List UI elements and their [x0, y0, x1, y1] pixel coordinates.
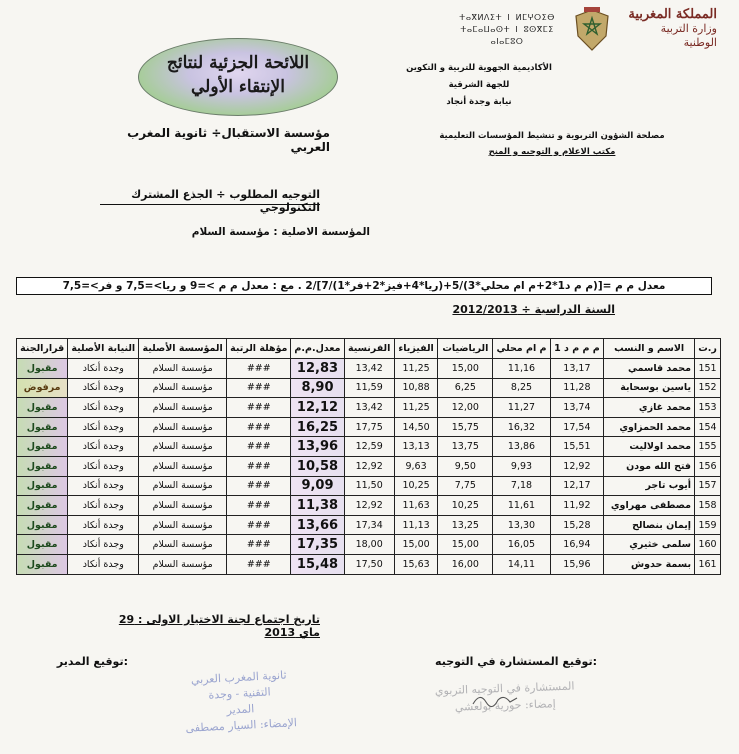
score-m1: 13,74 — [550, 398, 604, 418]
col-header: م م م د 1 — [550, 339, 604, 359]
student-name: ياسين بوسحابة — [604, 378, 695, 398]
student-name: محمد غازي — [604, 398, 695, 418]
score-french: 17,50 — [344, 554, 394, 574]
score-math: 7,75 — [438, 476, 493, 496]
col-header: الاسم و النسب — [604, 339, 695, 359]
score-m1: 15,96 — [550, 554, 604, 574]
rank-cell: ### — [227, 437, 291, 457]
score-m1: 11,28 — [550, 378, 604, 398]
row-number: 159 — [695, 515, 721, 535]
average-score: 10,58 — [291, 456, 344, 476]
origin-institution-cell: مؤسسة السلام — [139, 437, 227, 457]
origin-institution-cell: مؤسسة السلام — [139, 515, 227, 535]
student-name: أيوب تاجر — [604, 476, 695, 496]
score-local: 13,30 — [493, 515, 550, 535]
delegation-cell: وجدة أنكاد — [68, 535, 139, 555]
rank-cell: ### — [227, 496, 291, 516]
stamp-line: إمضاء: حورية بولعشي — [454, 697, 556, 714]
score-m1: 17,54 — [550, 417, 604, 437]
table-row — [17, 378, 721, 398]
col-header: قرارالجنة — [17, 339, 68, 359]
service-block — [387, 128, 717, 160]
decision-badge: مقبول — [17, 359, 68, 379]
delegation-cell: وجدة أنكاد — [68, 456, 139, 476]
requested-orientation: التوجيه المطلوب ÷ الجذع المشترك التكنولوجي — [131, 188, 320, 214]
rank-cell: ### — [227, 456, 291, 476]
receiving-institution: مؤسسة الاستقبال÷ ثانوية المغرب العربي — [127, 126, 330, 154]
average-score: 17,35 — [291, 535, 344, 555]
amazigh-line: ⵜⴰⴳⵍⴷⵉⵜ ⵏ ⵍⵎⵖⵔⵉⴱ — [459, 13, 555, 22]
col-header: ر.ت — [695, 339, 721, 359]
row-number: 157 — [695, 476, 721, 496]
origin-institution: المؤسسة الاصلية : مؤسسة السلام — [191, 226, 370, 238]
average-score: 15,48 — [291, 554, 344, 574]
average-score: 16,25 — [291, 417, 344, 437]
score-math: 12,00 — [438, 398, 493, 418]
stamp-line: المدير — [226, 702, 255, 717]
score-physics: 15,63 — [394, 554, 438, 574]
score-physics: 11,63 — [394, 496, 438, 516]
table-row — [17, 417, 721, 437]
score-french: 17,34 — [344, 515, 394, 535]
score-math: 13,25 — [438, 515, 493, 535]
delegation-cell: وجدة أنكاد — [68, 417, 139, 437]
score-local: 7,18 — [493, 476, 550, 496]
title-line: اللائحة الجزئية لنتائج — [166, 53, 310, 73]
table-header-row — [17, 339, 721, 359]
title-oval — [138, 38, 338, 116]
table-row — [17, 476, 721, 496]
score-physics: 15,00 — [394, 535, 438, 555]
average-score: 13,66 — [291, 515, 344, 535]
divider — [100, 204, 320, 205]
average-score: 9,09 — [291, 476, 344, 496]
score-math: 10,25 — [438, 496, 493, 516]
col-header: معدل.م.م — [291, 339, 344, 359]
score-m1: 12,17 — [550, 476, 604, 496]
table-row — [17, 359, 721, 379]
stamp-line: المستشارة في التوجيه التربوي — [434, 679, 575, 698]
col-header: المؤسسة الأصلية — [139, 339, 227, 359]
decision-badge: مقبول — [17, 554, 68, 574]
score-french: 12,92 — [344, 456, 394, 476]
score-physics: 11,25 — [394, 359, 438, 379]
ministry-line: وزارة التربية الوطنية — [660, 22, 717, 49]
service-line: مكتب الاعلام و التوجيه و المنح — [488, 147, 616, 157]
table-row — [17, 437, 721, 457]
score-local: 11,61 — [493, 496, 550, 516]
row-number: 158 — [695, 496, 721, 516]
row-number: 156 — [695, 456, 721, 476]
table-row — [17, 398, 721, 418]
crest-icon — [570, 6, 614, 52]
score-local: 16,32 — [493, 417, 550, 437]
origin-institution-cell: مؤسسة السلام — [139, 456, 227, 476]
academy-block — [359, 60, 599, 111]
score-local: 11,16 — [493, 359, 550, 379]
score-math: 15,00 — [438, 535, 493, 555]
origin-institution-cell: مؤسسة السلام — [139, 359, 227, 379]
delegation-cell: وجدة أنكاد — [68, 437, 139, 457]
student-name: بسمة حدوش — [604, 554, 695, 574]
delegation-cell: وجدة أنكاد — [68, 398, 139, 418]
rank-cell: ### — [227, 554, 291, 574]
stamp-line: ثانوية المغرب العربي — [190, 668, 287, 687]
origin-institution-cell: مؤسسة السلام — [139, 398, 227, 418]
col-header: الرياضيات — [438, 339, 493, 359]
row-number: 152 — [695, 378, 721, 398]
score-physics: 10,88 — [394, 378, 438, 398]
score-math: 9,50 — [438, 456, 493, 476]
decision-badge: مقبول — [17, 437, 68, 457]
signature-scribble — [470, 690, 520, 710]
score-physics: 10,25 — [394, 476, 438, 496]
decision-badge: مقبول — [17, 515, 68, 535]
kingdom-header — [627, 8, 717, 50]
rank-cell: ### — [227, 417, 291, 437]
col-header: النيابة الأصلية — [68, 339, 139, 359]
average-score: 11,38 — [291, 496, 344, 516]
amazigh-header — [452, 12, 562, 48]
average-formula: معدل م م =[(م م د1*2+م ام محلي*3)/5+(ريا*4+فيز*2+فر*1)/7]/2 . مع : معدل م م >=9 و ريا>=7,5 و فر>=7,5 — [16, 277, 712, 295]
row-number: 160 — [695, 535, 721, 555]
score-physics: 11,13 — [394, 515, 438, 535]
student-name: سلمى خثيري — [604, 535, 695, 555]
decision-badge: مقبول — [17, 476, 68, 496]
title-line: الإنتقاء الأولي — [191, 77, 285, 97]
average-score: 8,90 — [291, 378, 344, 398]
score-m1: 13,17 — [550, 359, 604, 379]
stamp-line: الإمضاء: السيار مصطفى — [185, 716, 298, 735]
decision-badge: مقبول — [17, 417, 68, 437]
stamp-line: التقنية - وجدة — [208, 685, 271, 702]
score-math: 6,25 — [438, 378, 493, 398]
score-local: 8,25 — [493, 378, 550, 398]
amazigh-line: ⵜⴰⵎⴰⵡⴰⵙⵜ ⵏ ⵓⵙⴳⵎⵉ ⴰⵏⴰⵎⵓⵔ — [460, 25, 554, 46]
score-math: 15,00 — [438, 359, 493, 379]
origin-institution-cell: مؤسسة السلام — [139, 554, 227, 574]
student-name: إيمان بنصالح — [604, 515, 695, 535]
col-header: الفرنسية — [344, 339, 394, 359]
score-m1: 11,92 — [550, 496, 604, 516]
student-name: مصطفى مهراوي — [604, 496, 695, 516]
col-header: م ام محلي — [493, 339, 550, 359]
score-local: 13,86 — [493, 437, 550, 457]
row-number: 161 — [695, 554, 721, 574]
score-french: 13,42 — [344, 359, 394, 379]
score-math: 15,75 — [438, 417, 493, 437]
score-physics: 13,13 — [394, 437, 438, 457]
score-french: 12,92 — [344, 496, 394, 516]
rank-cell: ### — [227, 359, 291, 379]
delegation-cell: وجدة أنكاد — [68, 359, 139, 379]
table-body — [17, 359, 721, 575]
row-number: 153 — [695, 398, 721, 418]
col-header: مؤهلة الرتبة — [227, 339, 291, 359]
decision-badge: مقبول — [17, 535, 68, 555]
score-m1: 16,94 — [550, 535, 604, 555]
meeting-date: تاريخ اجتماع لجنة الاختيار الاولى : 29 ماي 2013 — [118, 613, 320, 639]
table-row — [17, 535, 721, 555]
delegation-cell: وجدة أنكاد — [68, 378, 139, 398]
rank-cell: ### — [227, 476, 291, 496]
average-score: 12,83 — [291, 359, 344, 379]
counselor-signature-label: توقيع المستشارة في التوجيه: — [435, 655, 597, 668]
school-year: السنة الدراسية ÷ 2012/2013 — [452, 303, 615, 316]
score-physics: 14,50 — [394, 417, 438, 437]
results-table — [16, 338, 721, 575]
origin-institution-cell: مؤسسة السلام — [139, 378, 227, 398]
student-name: محمد اولاليت — [604, 437, 695, 457]
decision-badge: مقبول — [17, 496, 68, 516]
student-name: محمد الحمزاوي — [604, 417, 695, 437]
score-physics: 9,63 — [394, 456, 438, 476]
score-french: 18,00 — [344, 535, 394, 555]
score-m1: 15,51 — [550, 437, 604, 457]
rank-cell: ### — [227, 398, 291, 418]
score-physics: 11,25 — [394, 398, 438, 418]
rank-cell: ### — [227, 378, 291, 398]
delegation-cell: وجدة أنكاد — [68, 515, 139, 535]
delegation-cell: وجدة أنكاد — [68, 554, 139, 574]
delegation-cell: وجدة أنكاد — [68, 476, 139, 496]
row-number: 155 — [695, 437, 721, 457]
col-header: الفيزياء — [394, 339, 438, 359]
decision-badge: مقبول — [17, 398, 68, 418]
director-signature-label: توقيع المدير: — [56, 655, 128, 668]
service-line: مصلحة الشؤون التربوية و تنشيط المؤسسات التعليمية — [439, 131, 665, 141]
score-french: 11,59 — [344, 378, 394, 398]
score-math: 13,75 — [438, 437, 493, 457]
kingdom-line: المملكة المغربية — [628, 7, 717, 22]
row-number: 151 — [695, 359, 721, 379]
average-score: 12,12 — [291, 398, 344, 418]
row-number: 154 — [695, 417, 721, 437]
table-row — [17, 515, 721, 535]
score-math: 16,00 — [438, 554, 493, 574]
rank-cell: ### — [227, 535, 291, 555]
school-stamp — [128, 664, 351, 739]
student-name: محمد قاسمي — [604, 359, 695, 379]
score-french: 13,42 — [344, 398, 394, 418]
academy-line: للجهة الشرقية — [448, 80, 510, 90]
decision-badge: مرفوض — [17, 378, 68, 398]
origin-institution-cell: مؤسسة السلام — [139, 476, 227, 496]
origin-institution-cell: مؤسسة السلام — [139, 535, 227, 555]
student-name: فتح الله مودن — [604, 456, 695, 476]
score-local: 11,27 — [493, 398, 550, 418]
academy-line: نيابة وجدة أنجاد — [446, 97, 512, 107]
table-row — [17, 554, 721, 574]
average-score: 13,96 — [291, 437, 344, 457]
table-row — [17, 456, 721, 476]
score-local: 14,11 — [493, 554, 550, 574]
decision-badge: مقبول — [17, 456, 68, 476]
table-row — [17, 496, 721, 516]
rank-cell: ### — [227, 515, 291, 535]
origin-institution-cell: مؤسسة السلام — [139, 417, 227, 437]
academy-line: الأكاديمية الجهوية للتربية و التكوين — [406, 63, 552, 73]
score-local: 9,93 — [493, 456, 550, 476]
score-m1: 15,28 — [550, 515, 604, 535]
score-french: 12,59 — [344, 437, 394, 457]
score-m1: 12,92 — [550, 456, 604, 476]
delegation-cell: وجدة أنكاد — [68, 496, 139, 516]
score-local: 16,05 — [493, 535, 550, 555]
score-french: 11,50 — [344, 476, 394, 496]
origin-institution-cell: مؤسسة السلام — [139, 496, 227, 516]
score-french: 17,75 — [344, 417, 394, 437]
